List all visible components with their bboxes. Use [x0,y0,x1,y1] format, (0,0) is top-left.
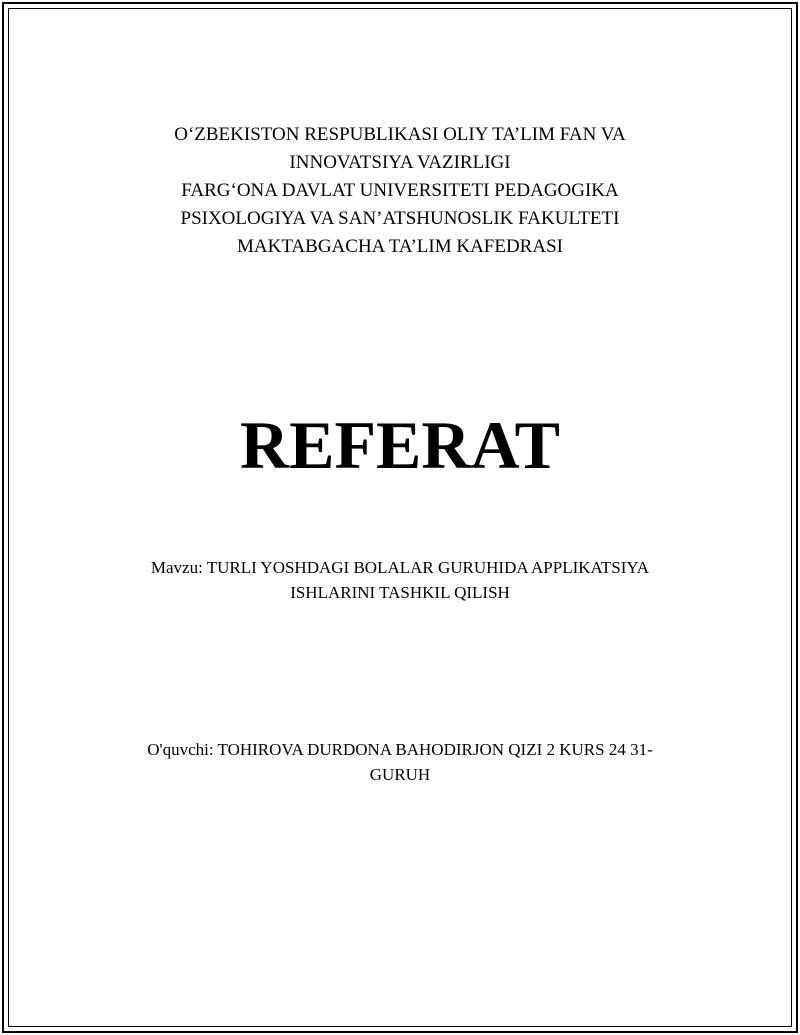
institution-header [60,121,740,261]
header-line-ministry-2: INNOVATSIYA VAZIRLIGI [289,152,511,173]
topic-line-2: ISHLARINI TASHKIL QILISH [290,583,510,602]
student-block [60,737,740,787]
header-line-ministry-1: O‘ZBEKISTON RESPUBLIKASI OLIY TA’LIM FAN VA [174,124,626,145]
document-title: REFERAT [240,407,560,483]
header-line-faculty: PSIXOLOGIYA VA SAN’ATSHUNOSLIK FAKULTETI [180,208,620,229]
topic-block [60,555,740,605]
header-line-department: MAKTABGACHA TA’LIM KAFEDRASI [237,236,563,257]
student-line-2: GURUH [369,765,431,784]
topic-line-1: Mavzu: TURLI YOSHDAGI BOLALAR GURUHIDA APPLIKATSIYA [150,558,650,577]
student-line-1: O'quvchi: TOHIROVA DURDONA BAHODIRJON QIZI 2 KURS 24 31- [147,740,653,759]
header-line-university: FARG‘ONA DAVLAT UNIVERSITETI PEDAGOGIKA [181,180,619,201]
